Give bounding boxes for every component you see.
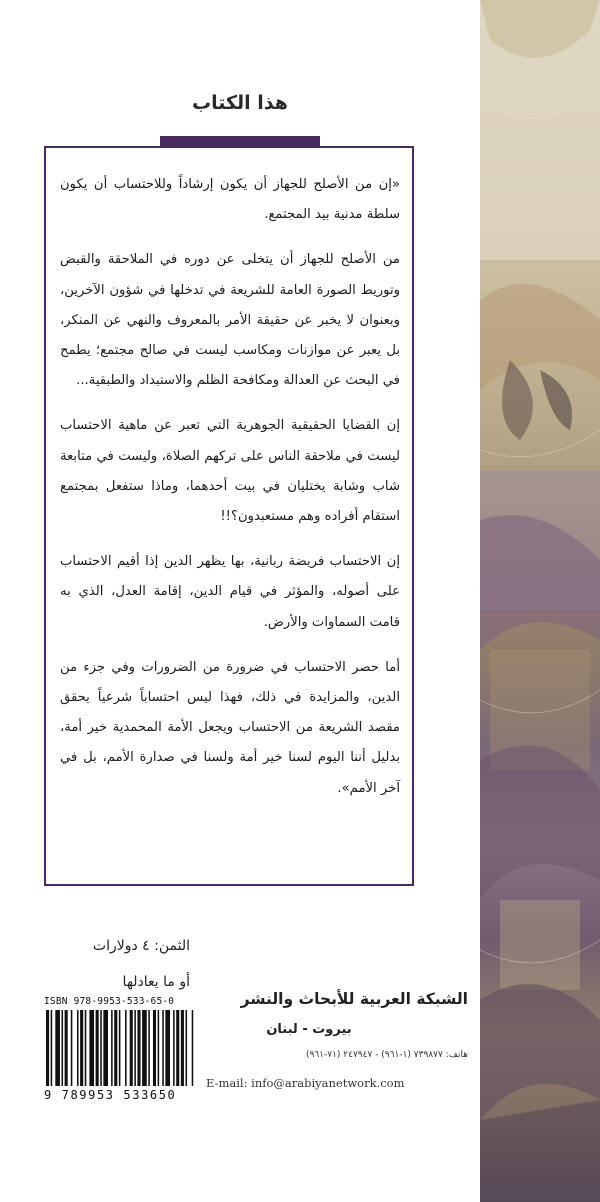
barcode-bar [100, 1010, 102, 1086]
price-block [40, 928, 190, 1000]
barcode-bar [62, 1010, 64, 1086]
blurb-paragraph: إن الاحتساب فريضة ربانية، بها يظهر الدين إذا أقيم الاحتساب على أصوله، والمؤثر في قيام الدين، إقامة العدل، الذي به قامت السماوات والأرض. [60, 554, 400, 630]
barcode-bar [125, 1010, 127, 1086]
barcode-bar [114, 1010, 117, 1086]
section-title: هذا الكتاب [192, 92, 288, 114]
barcode-bar [85, 1010, 87, 1086]
barcode-bar [46, 1010, 49, 1086]
publisher-phone: هاتف: ٧٣٩٨٧٧ (١-٩٦١) - ٢٤٧٩٤٧ (٧١-٩٦١) [305, 1050, 468, 1060]
blurb-paragraph: إن القضايا الحقيقية الجوهرية التي تعبر عن ماهية الاحتساب ليست في ملاحقة الناس على تركهم الصلاة، وليست في متابعة شاب وشابة يختليان في بيت أحدهما، وماذا ستفعل بمجتمع استقام أفراده وهم مستعبدون؟!! [60, 418, 400, 525]
barcode-bar [55, 1010, 60, 1086]
barcode-bar [137, 1010, 140, 1086]
blurb-text [60, 170, 400, 819]
barcode-bar [77, 1010, 79, 1086]
barcode-bar [111, 1010, 113, 1086]
barcode-bar [119, 1010, 121, 1086]
blurb-paragraph: «إن من الأصلح للجهاز أن يكون إرشاداً وللاحتساب أن يكون سلطة مدنية بيد المجتمع. [60, 177, 400, 223]
barcode-bar [96, 1010, 99, 1086]
barcode-bar [103, 1010, 108, 1086]
barcode-bar [89, 1010, 94, 1086]
barcode-bar [65, 1010, 68, 1086]
barcode-bar [148, 1010, 150, 1086]
barcode-bar [162, 1010, 164, 1086]
isbn-number: ISBN 978-9953-533-65-0 [44, 996, 175, 1007]
barcode-bar [51, 1010, 53, 1086]
barcode-bar [192, 1010, 194, 1086]
publisher-email: E-mail: info@arabiyanetwork.com [206, 1076, 405, 1090]
blurb-paragraph: من الأصلح للجهاز أن يتخلى عن دوره في الملاحقة والقبض وتوريط الصورة العامة للشريعة في تدخلها في شؤون الآخرين، وبعنوان لا يخبر عن حقيقة الأمر بالمعروف والنهي عن المنكر، بل يعبر عن موازنات ومكاسب ليست في صالح مجتمع؛ يطمح في البحث عن العدالة ومكافحة الظلم والاستبداد والطبقية... [60, 252, 400, 389]
barcode-bar [142, 1010, 147, 1086]
spine-artwork [480, 0, 600, 1202]
barcode-bar [173, 1010, 175, 1086]
barcode-bar [158, 1010, 160, 1086]
barcode-bar [165, 1010, 170, 1086]
price-label: الثمن: ٤ دولارات [92, 938, 190, 954]
barcode-bar [71, 1010, 73, 1086]
barcode-bar [181, 1010, 184, 1086]
blurb-paragraph: أما حصر الاحتساب في ضرورة من الضرورات وفي جزء من الدين، والمزايدة في ذلك، فهذا ليس احتساباً شرعياً يحقق مقصد الشريعة من الاحتساب ويجعل الأمة المحمدية خير أمة، بدليل أننا اليوم لسنا خير أمة ولسنا في صدارة الأمم، بل في آخر الأمم». [60, 659, 400, 796]
barcode-bar [130, 1010, 133, 1086]
barcode-digits: 9 789953 533650 [44, 1088, 177, 1102]
artwork-texture [480, 0, 600, 1202]
barcode-bar [134, 1010, 136, 1086]
barcode-bar [153, 1010, 156, 1086]
publisher-city: بيروت - لبنان [266, 1022, 352, 1037]
publisher-name: الشبكة العربية للأبحاث والنشر [240, 990, 468, 1008]
price-equivalent: أو ما يعادلها [122, 974, 190, 990]
barcode-bar [80, 1010, 83, 1086]
barcode-image [44, 1010, 196, 1090]
barcode-bar [186, 1010, 188, 1086]
barcode-bar [176, 1010, 179, 1086]
